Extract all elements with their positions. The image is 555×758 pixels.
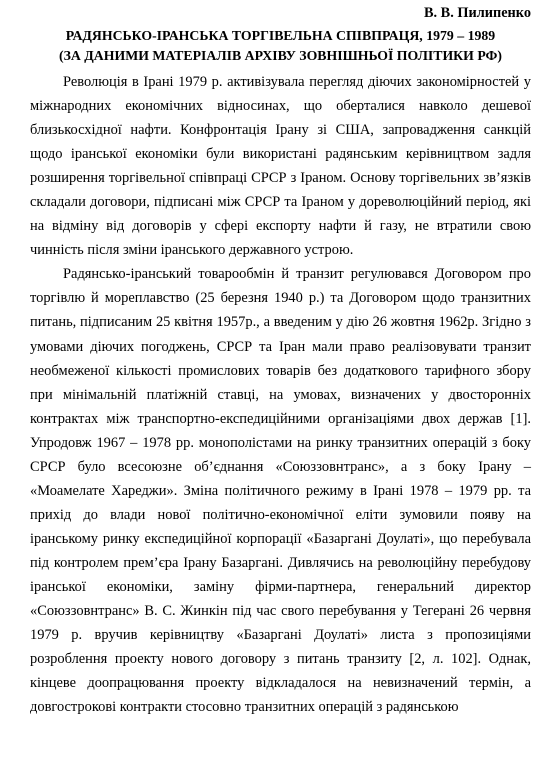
article-subtitle: (ЗА ДАНИМИ МАТЕРІАЛІВ АРХІВУ ЗОВНІШНЬОЇ ПОЛІТИКИ РФ) [58, 48, 502, 63]
document-page [30, 5, 531, 719]
paragraph-1: Революція в Ірані 1979 р. активізувала перегляд діючих закономірностей у міжнародних економічних відносинах, що оберталися навколо дешевої близькосхідної нафти. Конфронтація Ірану зі США, запровадження санкцій щодо іранської економіки були використані радянським керівництвом задля розширення торгівельної співпраці СРСР з Іраном. Основу торгівельних зв’язків складали договори, підписані між СРСР та Іраном у дореволюційний період, які на відміну від договорів у сфері експорту нафти й газу, не втратили свою чинність після зміни іранського державного устрою. [30, 74, 531, 259]
paragraph-2: Радянсько-іранський товарообмін й транзит регулювався Договором про торгівлю й мореплавство (25 березня 1940 р.) та Договором щодо транзитних питань, підписаним 25 квітня 1957р., а введеним у дію 26 жовтня 1962р. Згідно з умовами діючих погоджень, СРСР та Іран мали право реалізовувати транзит необмеженої кількості промислових товарів без додаткового тарифного збору при мінімальній платіжній ставці, на умовах, визначених у двосторонніх контрактах між транспортно-експедиційними організаціями двох держав [1]. Упродовж 1967 – 1978 рр. монополістами на ринку транзитних операцій з боку СРСР було всесоюзне об’єднання «Союззовнтранс», а з боку Ірану – «Моамелате Хареджи». Зміна політичного режиму в Ірані 1978 – 1979 рр. та прихід до влади нової політично-економічної еліти зумовили появу на іранському ринку експедиційної корпорації «Базаргані Доулаті», що перебувала під контролем прем’єра Ірану Базаргані. Дивлячись на революційну перебудову іранської економіки, заміну фірми-партнера, генеральний директор «Союззовнтранс» В. С. Жинкін під час свого перебування у Тегерані 26 червня 1979 р. вручив керівництву «Базаргані Доулаті» листа з пропозиціями розроблення проекту нового договору з питань транзиту [2, л. 102]. Однак, кінцеве доопрацювання проекту відкладалося на невизначений термін, а довгострокові контракти стосовно транзитних операцій з радянською [30, 266, 531, 716]
author-name: В. В. Пилипенко [423, 5, 531, 21]
article-title: РАДЯНСЬКО-ІРАНСЬКА ТОРГІВЕЛЬНА СПІВПРАЦЯ, 1979 – 1989 [65, 28, 496, 43]
